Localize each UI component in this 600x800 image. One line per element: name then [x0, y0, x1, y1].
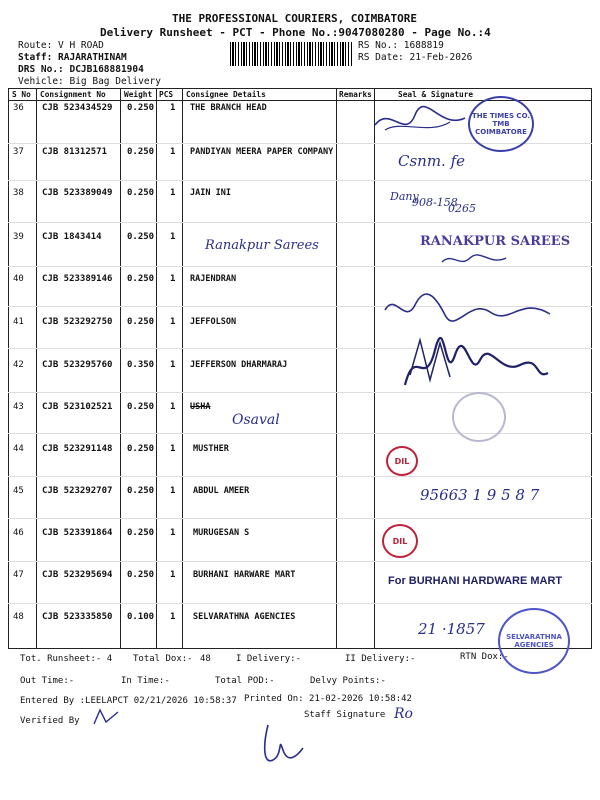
row-pcs: 1: [170, 360, 176, 370]
handwriting-phone-45: 95663 1 9 5 8 7: [420, 486, 540, 504]
row-consignment: CJB 523291148: [42, 444, 113, 454]
row-consignee: JEFFERSON DHARMARAJ: [190, 360, 288, 370]
row-consignee: BURHANI HARWARE MART: [193, 570, 296, 580]
col-weight: Weight: [124, 90, 153, 99]
row-sno: 44: [13, 444, 24, 454]
row-pcs: 1: [170, 232, 176, 242]
row-consignee: MUSTHER: [193, 444, 229, 454]
row-sno: 36: [13, 103, 24, 113]
drs-label: DRS No.: DCJB168881904: [18, 64, 144, 75]
handwriting-consignee-39: Ranakpur Sarees: [205, 238, 319, 253]
row-weight: 0.100: [127, 612, 155, 622]
row-pcs: 1: [170, 570, 176, 580]
row-pcs: 1: [170, 486, 176, 496]
signature-row-48: 21 ·1857: [418, 620, 485, 638]
row-pcs: 1: [170, 103, 176, 113]
row-weight: 0.250: [127, 274, 155, 284]
rs-date: RS Date: 21-Feb-2026: [358, 52, 473, 63]
row-consignment: CJB 523391864: [42, 528, 113, 538]
row-pcs: 1: [170, 612, 176, 622]
row-pcs: 1: [170, 528, 176, 538]
dil-stamp-46: DIL: [382, 524, 418, 558]
row-sno: 46: [13, 528, 24, 538]
row-sno: 48: [13, 612, 24, 622]
dil-stamp-44: DIL: [386, 446, 418, 476]
row-weight: 0.250: [127, 486, 155, 496]
row-consignment: CJB 523295694: [42, 570, 113, 580]
selvarathna-stamp: SELVARATHNA AGENCIES: [498, 608, 570, 674]
row-consignee: SELVARATHNA AGENCIES: [193, 612, 296, 622]
row-consignee: JEFFOLSON: [190, 317, 237, 327]
signature-row-42: [400, 335, 550, 395]
printed-on: Printed On: 21-02-2026 10:58:42: [244, 694, 412, 704]
total-dox-value: 48: [200, 654, 211, 664]
vehicle-label: Vehicle: Big Bag Delivery: [18, 76, 161, 87]
row-weight: 0.350: [127, 360, 155, 370]
row-sno: 40: [13, 274, 24, 284]
staff-signature-mark: Ro: [394, 706, 413, 722]
handwriting-row-38-b: 908-158: [412, 196, 458, 209]
branch-stamp: THE TIMES CO. TMB COIMBATORE: [468, 96, 534, 152]
company-title: THE PROFESSIONAL COURIERS, COIMBATORE: [172, 12, 418, 25]
in-time: In Time:-: [121, 676, 170, 686]
row-sno: 47: [13, 570, 24, 580]
row-sno: 45: [13, 486, 24, 496]
runsheet-subtitle: Delivery Runsheet - PCT - Phone No.:9047080280 - Page No.:4: [100, 26, 491, 39]
handwriting-row-38-c: 0265: [448, 202, 476, 215]
staff-signature: [258, 720, 308, 770]
signature-row-37: Csnm. fe: [398, 152, 466, 170]
row-consignee: MURUGESAN S: [193, 528, 250, 538]
handwriting-consignee-43: Osaval: [232, 412, 280, 428]
staff-signature-label: Staff Signature: [304, 710, 386, 720]
delvy-points: Delvy Points:-: [310, 676, 386, 686]
row-weight: 0.250: [127, 402, 155, 412]
row-sno: 43: [13, 402, 24, 412]
route-label: Route: V H ROAD: [18, 40, 104, 51]
col-consignment: Consignment No: [40, 90, 106, 99]
tot-runsheet: Tot. Runsheet:- 4: [20, 654, 113, 664]
row-consignment: CJB 523292707: [42, 486, 113, 496]
col-pcs: PCS: [159, 90, 174, 99]
row-sno: 37: [13, 147, 24, 157]
signature-row-41: [380, 290, 555, 330]
verified-signature: [92, 706, 122, 726]
total-dox-label: Total Dox:-: [133, 654, 193, 664]
row-consignment: CJB 1843414: [42, 232, 102, 242]
row-pcs: 1: [170, 317, 176, 327]
verified-by: Verified By: [20, 716, 80, 726]
row-weight: 0.250: [127, 444, 155, 454]
row-sno: 41: [13, 317, 24, 327]
faint-stamp-43: [452, 392, 506, 442]
row-weight: 0.250: [127, 570, 155, 580]
row-pcs: 1: [170, 402, 176, 412]
row-pcs: 1: [170, 147, 176, 157]
row-consignment: CJB 523389146: [42, 274, 113, 284]
staff-label: Staff: RAJARATHINAM: [18, 52, 127, 63]
burhani-stamp: For BURHANI HARDWARE MART: [388, 575, 563, 587]
row-consignee: THE BRANCH HEAD: [190, 103, 267, 113]
row-weight: 0.250: [127, 147, 155, 157]
col-consignee: Consignee Details: [186, 90, 266, 99]
col-signature: Seal & Signature: [398, 90, 474, 99]
entered-by: Entered By :LEELAPCT 02/21/2026 10:58:37: [20, 696, 237, 706]
row-pcs: 1: [170, 274, 176, 284]
row-consignee: JAIN INI: [190, 188, 231, 198]
row-weight: 0.250: [127, 317, 155, 327]
row-consignee: ABDUL AMEER: [193, 486, 250, 496]
row-consignment: CJB 523434529: [42, 103, 113, 113]
row-weight: 0.250: [127, 103, 155, 113]
signature-row-39: [440, 252, 510, 268]
row-sno: 42: [13, 360, 24, 370]
row-consignment: CJB 81312571: [42, 147, 108, 157]
row-sno: 38: [13, 188, 24, 198]
row-consignee: USHA: [190, 402, 211, 412]
row-consignee: RAJENDRAN: [190, 274, 237, 284]
ii-delivery: II Delivery:-: [345, 654, 416, 664]
row-consignment: CJB 523389049: [42, 188, 113, 198]
i-delivery: I Delivery:-: [236, 654, 302, 664]
row-weight: 0.250: [127, 528, 155, 538]
ranakpur-stamp: RANAKPUR SAREES: [420, 234, 571, 249]
rtn-dox: RTN Dox:-: [460, 652, 509, 662]
handwriting-row-38-a: Dany: [390, 190, 419, 203]
row-consignment: CJB 523335850: [42, 612, 113, 622]
total-pod: Total POD:-: [215, 676, 275, 686]
signature-row-36: [370, 100, 470, 140]
row-consignment: CJB 523102521: [42, 402, 113, 412]
col-sno: S No: [12, 90, 31, 99]
row-weight: 0.250: [127, 232, 155, 242]
barcode: [230, 42, 352, 66]
row-consignee: PANDIYAN MEERA PAPER COMPANY: [190, 147, 334, 157]
rs-number: RS No.: 1688819: [358, 40, 444, 51]
row-pcs: 1: [170, 444, 176, 454]
row-pcs: 1: [170, 188, 176, 198]
row-consignment: CJB 523292750: [42, 317, 113, 327]
row-weight: 0.250: [127, 188, 155, 198]
row-sno: 39: [13, 232, 24, 242]
out-time: Out Time:-: [20, 676, 75, 686]
row-consignment: CJB 523295760: [42, 360, 113, 370]
col-remarks: Remarks: [339, 90, 372, 99]
